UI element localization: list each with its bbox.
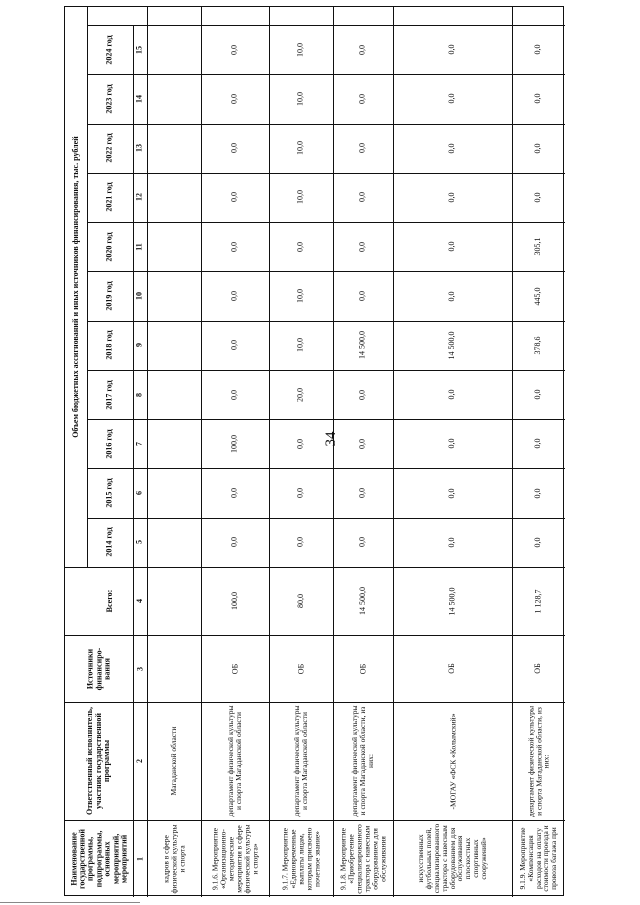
column-number: 10	[134, 292, 144, 301]
header-year: 2024 год	[104, 35, 114, 65]
column-number: 4	[134, 599, 144, 603]
row-responsible: департамент физической культуры и спорта Магаданской области, из них:	[350, 705, 375, 817]
header-year: 2023 год	[104, 84, 114, 114]
row-year-value: 10,0	[295, 42, 305, 57]
header-name: Наименование государственной программы, подпрограммы, основных мероприятий, мероприятий	[68, 828, 128, 889]
header-year: 2016 год	[104, 429, 114, 459]
row-year-value: 0,0	[533, 192, 543, 203]
header-year: 2019 год	[104, 281, 114, 311]
row-year-value: 0,0	[229, 537, 239, 548]
row-year-value: 0,0	[357, 44, 367, 55]
row-name: 9.1.7. Мероприятие «Единовременные выплаты лицам, которым присвоено почетное звание»	[280, 827, 321, 890]
row-total: 14 500,0	[357, 587, 367, 615]
row-year-value: 10,0	[295, 141, 305, 156]
column-number: 14	[134, 94, 144, 103]
header-year: 2014 год	[104, 527, 114, 557]
row-year-value: 10,0	[295, 338, 305, 353]
row-year-value: 0,0	[229, 192, 239, 203]
row-name: 9.1.6. Мероприятие «Организационно-методические мероприятия в сфере физической культуры и спорта»	[210, 824, 259, 893]
column-number: 15	[134, 45, 144, 54]
row-year-value	[147, 25, 201, 74]
row-year-value: 0,0	[295, 488, 305, 499]
row-year-value: 0,0	[447, 192, 457, 203]
header-responsible: Ответственный исполнитель, участник государственной программы	[85, 706, 112, 816]
row-year-value: 0,0	[357, 438, 367, 449]
row-responsible: департамент физической культуры и спорта Магаданской области, из них:	[525, 705, 551, 817]
row-year-value	[147, 271, 201, 320]
row-year-value: 0,0	[357, 93, 367, 104]
header-year: 2021 год	[104, 182, 114, 213]
row-year-value: 0,0	[357, 537, 367, 548]
header-year: 2018 год	[104, 330, 114, 360]
row-year-value	[147, 124, 201, 173]
column-number: 13	[134, 144, 144, 153]
row-year-value	[147, 468, 201, 517]
column-number: 1	[134, 856, 144, 861]
column-number: 5	[134, 540, 144, 545]
row-year-value: 14 500,0	[447, 331, 457, 360]
row-year-value: 10,0	[295, 91, 305, 106]
row-year-value: 0,0	[533, 389, 543, 400]
row-year-value: 10,0	[295, 289, 305, 304]
row-year-value	[147, 518, 201, 567]
row-year-value	[147, 74, 201, 123]
row-name: кадров в сфере физической культуры и спорта	[161, 824, 186, 893]
row-source	[147, 635, 201, 702]
row-year-value	[147, 419, 201, 468]
header-group: Объем бюджетных ассигнований и иных источников финансирования, тыс. рублей	[70, 136, 80, 438]
row-year-value: 0,0	[447, 241, 457, 252]
row-year-value: 378,6	[533, 336, 543, 355]
column-number: 8	[134, 392, 144, 397]
row-year-value: 0,0	[229, 340, 239, 351]
column-number: 11	[134, 242, 144, 251]
row-responsible: департамент физической культуры и спорта Магаданской области	[292, 705, 309, 817]
row-year-value: 0,0	[229, 389, 239, 400]
column-number: 12	[134, 193, 144, 202]
row-total: 80,0	[295, 594, 305, 608]
row-year-value: 0,0	[229, 93, 239, 104]
column-number: 2	[134, 759, 144, 763]
header-year: 2020 год	[104, 232, 114, 262]
row-year-value: 0,0	[533, 93, 543, 104]
column-number: 6	[134, 491, 144, 496]
row-year-value: 0,0	[447, 389, 457, 400]
row-name: 9.1.9. Мероприятие «Компенсация расходов на оплату стоимости проезда и провоза багажа при	[517, 825, 559, 892]
header-year: 2022 год	[104, 133, 114, 163]
row-year-value: 100,0	[229, 434, 239, 453]
row-total: 14 500,0	[447, 587, 457, 615]
row-year-value: 0,0	[447, 93, 457, 104]
row-year-value: 20,0	[295, 387, 305, 402]
row-total: 100,0	[229, 592, 239, 610]
row-year-value	[147, 222, 201, 271]
row-source: ОБ	[229, 663, 239, 674]
column-number: 7	[134, 441, 144, 446]
row-year-value: 0,0	[295, 537, 305, 548]
row-year-value: 0,0	[447, 488, 457, 499]
row-year-value: 0,0	[533, 537, 543, 548]
header-total: Всего:	[104, 589, 114, 613]
row-year-value: 10,0	[295, 190, 305, 205]
row-year-value: 0,0	[533, 44, 543, 55]
row-year-value: 0,0	[447, 44, 457, 55]
row-year-value: 0,0	[357, 488, 367, 499]
row-year-value: 0,0	[533, 488, 543, 499]
row-responsible: -МОГАУ «ФСК «Колымский»	[447, 713, 457, 809]
header-source: Источники финансиро-вания	[85, 647, 112, 690]
row-year-value: 0,0	[533, 438, 543, 449]
row-year-value	[147, 173, 201, 222]
row-responsible: Магаданской области	[169, 726, 179, 796]
row-year-value: 0,0	[229, 488, 239, 499]
header-year: 2015 год	[104, 478, 114, 508]
row-year-value: 0,0	[447, 537, 457, 548]
row-year-value: 305,1	[533, 237, 543, 256]
row-responsible: департамент физической культуры и спорта Магаданской области	[226, 705, 243, 817]
budget-table	[64, 6, 564, 896]
row-year-value: 14 500,0	[357, 331, 367, 360]
row-year-value: 0,0	[295, 241, 305, 252]
row-year-value: 0,0	[447, 143, 457, 154]
row-year-value	[147, 370, 201, 419]
row-year-value: 445,0	[533, 287, 543, 306]
column-number: 9	[134, 343, 144, 348]
row-year-value: 0,0	[357, 291, 367, 302]
row-source: ОБ	[357, 663, 367, 674]
header-year: 2017 год	[104, 379, 114, 410]
row-year-value	[147, 321, 201, 370]
row-year-value: 0,0	[229, 241, 239, 252]
row-year-value: 0,0	[533, 143, 543, 154]
row-source: ОБ	[295, 663, 305, 674]
row-source: ОБ	[447, 663, 457, 674]
row-total	[147, 567, 201, 635]
row-source: ОБ	[533, 663, 543, 674]
row-year-value: 0,0	[447, 438, 457, 449]
page-number: 34	[322, 431, 339, 447]
row-year-value: 0,0	[357, 192, 367, 203]
footer-divider	[0, 902, 140, 903]
row-year-value: 0,0	[229, 44, 239, 55]
row-year-value: 0,0	[447, 291, 457, 302]
row-year-value: 0,0	[229, 291, 239, 302]
row-year-value: 0,0	[357, 143, 367, 154]
row-year-value: 0,0	[229, 143, 239, 154]
row-name: искусственных футбольных полей, специализированного трактора с навесным оборудованием для обслуживания плоскостных спортивных сооружений»	[416, 823, 489, 894]
row-year-value: 0,0	[295, 438, 305, 449]
row-year-value: 0,0	[357, 241, 367, 252]
row-name: 9.1.8. Мероприятие «Приобретение специализированного трактора с навесным оборудованием для обслуживания	[338, 823, 387, 894]
column-number: 3	[134, 666, 144, 671]
row-year-value: 0,0	[357, 389, 367, 400]
row-total: 1 128,7	[533, 589, 543, 613]
